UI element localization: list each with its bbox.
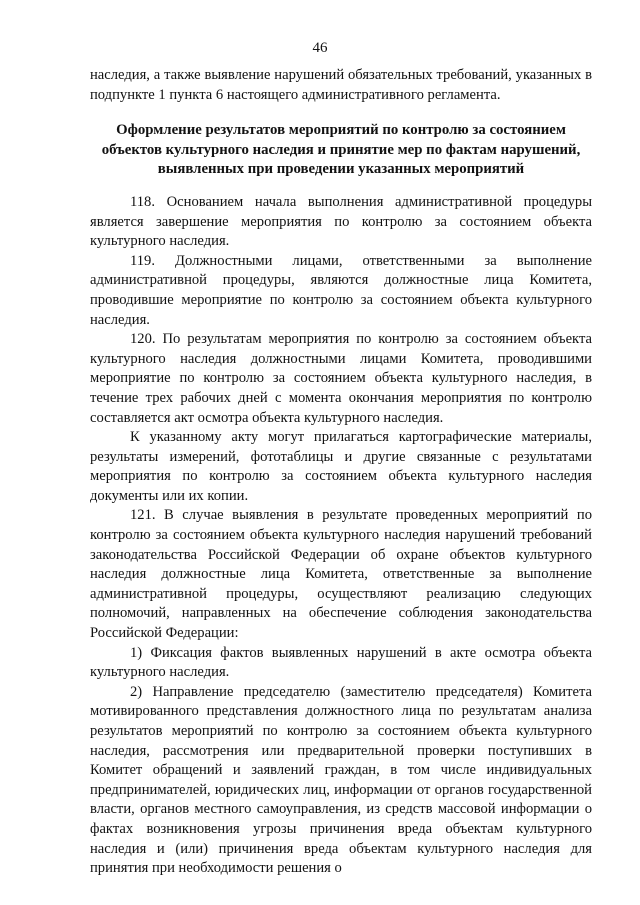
list-item-2: 2) Направление председателю (заместителю председателя) Комитета мотивированного представления должностного лица по результатам анализа результатов мероприятий по контролю за состоянием объекта культурного наследия, рассмотрения или предварительной проверки поступивших в Комитет обращений и заявлений граждан, в том числе индивидуальных предпринимателей, юридических лиц, информации от органов государственной власти, органов местного самоуправления, из средств массовой информации о фактах возникновения угрозы причинения вреда объектам культурного наследия и (или) причинения вреда объектам культурного наследия для принятия при необходимости решения о: [90, 683, 592, 877]
paragraph-120-attachments: К указанному акту могут прилагаться картографические материалы, результаты измерений, фототаблицы и другие связанные с результатами мероприятия по контролю за состоянием объекта культурного наследия документы или их копии.: [90, 429, 592, 504]
paragraph-118: 118. Основанием начала выполнения административной процедуры является завершение мероприятия по контролю за состоянием объекта культурного наследия.: [90, 193, 592, 250]
paragraph-119: 119. Должностными лицами, ответственными за выполнение административной процедуры, являются должностные лица Комитета, проводившие мероприятие по контролю за состоянием объекта культурного наследия.: [90, 252, 592, 328]
list-item-1: 1) Фиксация фактов выявленных нарушений в акте осмотра объекта культурного наследия.: [90, 644, 592, 681]
intro-paragraph: наследия, а также выявление нарушений обязательных требований, указанных в подпункте 1 пункта 6 настоящего административного регламента.: [90, 67, 592, 103]
section-heading: Оформление результатов мероприятий по контролю за состоянием объектов культурного наследия и принятие мер по фактам нарушений, выявленных при проведении указанных мероприятий: [101, 122, 581, 178]
document-body: [90, 66, 592, 879]
paragraph-120: 120. По результатам мероприятия по контролю за состоянием объекта культурного наследия должностными лицами Комитета, проводившими мероприятие по контролю за состоянием объекта культурного наследия, в течение трех рабочих дней с момента окончания мероприятия по контролю составляется акт осмотра объекта культурного наследия.: [90, 331, 592, 426]
page-number: 46: [312, 40, 328, 56]
paragraph-121: 121. В случае выявления в результате проведенных мероприятий по контролю за состоянием объекта культурного наследия нарушений требований законодательства Российской Федерации об охране объектов культурного наследия должностные лица Комитета, ответственные за выполнение административной процедуры, осуществляют реализацию следующих полномочий, направленных на обеспечение соблюдения законодательства Российской Федерации:: [90, 507, 592, 642]
